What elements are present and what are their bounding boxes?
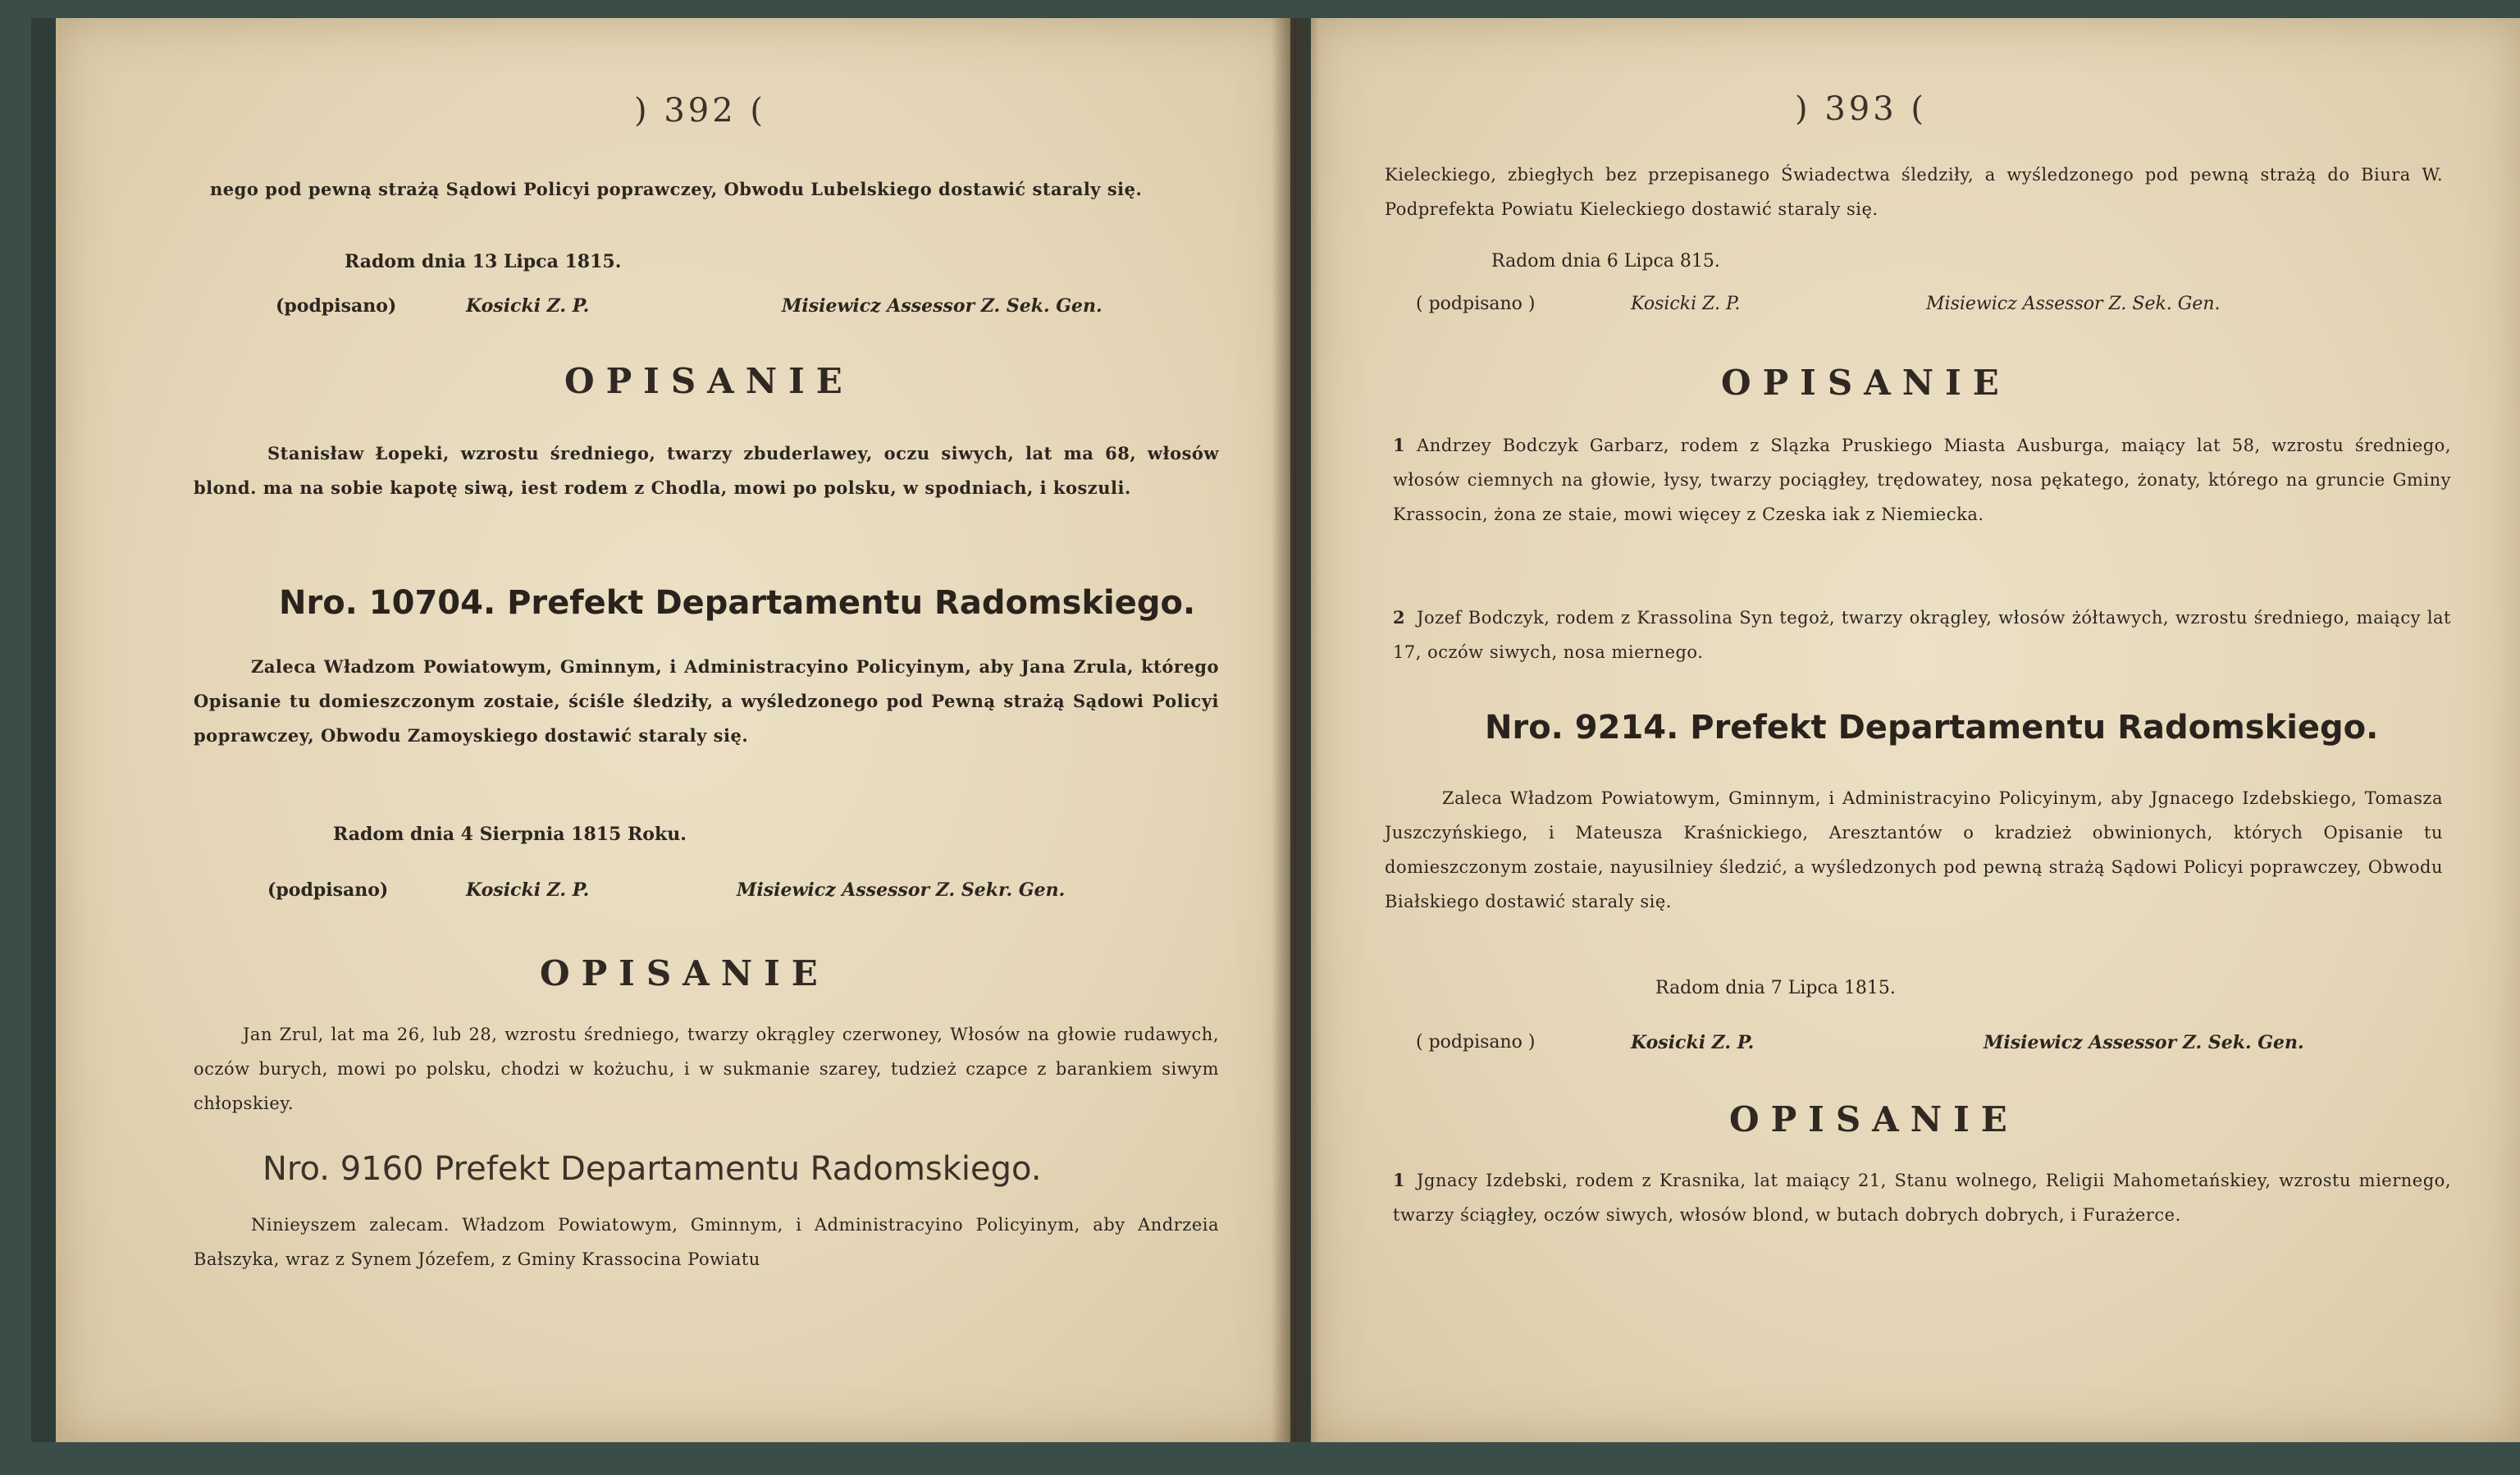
book-gutter [1271,18,1319,1442]
right-page [1311,18,2520,1442]
signature-label: (podpisano) [267,879,389,901]
signature-assessor: Misiewicz Assessor Z. Sek. Gen. [1926,294,2221,314]
person-number: 1 [1393,435,1406,455]
person-text: Jozef Bodczyk, rodem z Krassolina Syn tegoż, twarzy okrągley, włosów żółtawych, wzrostu średniego, maiący lat 17, oczów siwych, nosa miernego. [1393,608,2451,662]
opening-text: Kieleckiego, zbiegłych bez przepisanego Świadectwa śledziły, a wyśledzonego pod pewną strażą do Biura W. Podprefekta Powiatu Kieleckiego dostawić staraly się. [1385,165,2443,219]
person-text: Jgnacy Izdebski, rodem z Krasnika, lat maiący 21, Stanu wolnego, Religii Mahometańskiey, wzrostu miernego, twarzy ściągłey, oczów siwych, włosów blond, w butach dobrych dobrych, i Furażerce. [1393,1171,2451,1225]
signature-label: (podpisano) [276,295,397,317]
notice-text: Zaleca Władzom Powiatowym, Gminnym, i Administracyino Policyinym, aby Jana Zrula, którego Opisanie tu domieszczonym zostaie, ściśle śledziły, a wyśledzonego pod Pewną strażą Sądowi Policyi poprawczey, Obwodu Zamoyskiego dostawić staraly się. [194,656,1219,746]
signature-label: ( podpisano ) [1416,1032,1536,1053]
left-page [56,18,1290,1442]
notice-text: Ninieyszem zalecam. Władzom Powiatowym, Gminnym, i Administracyino Policyinym, aby Andrzeia Bałszyka, wraz z Synem Józefem, z Gminy Krassocina Powiatu [194,1215,1219,1269]
notice-text: Zaleca Władzom Powiatowym, Gminnym, i Administracyino Policyinym, aby Jgnacego Izdebskiego, Tomasza Juszczyńskiego, i Mateusza Kraśnickiego, Aresztantów o kradzież obwinionych, których Opisanie tu domieszczonym zostaie, nayusilniey śledzić, a wyśledzonych pod pewną strażą Sądowi Policyi poprawczey, Obwodu Białskiego dostawić staraly się. [1385,788,2443,911]
notice-title: Nro. 9160 Prefekt Departamentu Radomskiego. [262,1150,1042,1188]
signature-assessor: Misiewicz Assessor Z. Sek. Gen. [1984,1032,2304,1053]
person-number: 1 [1393,1170,1406,1190]
date-line: Radom dnia 4 Sierpnia 1815 Roku. [333,824,687,845]
date-line: Radom dnia 7 Lipca 1815. [1655,978,1896,998]
signature-name: Kosicki Z. P. [466,879,590,901]
signature-assessor: Misiewicz Assessor Z. Sekr. Gen. [737,879,1066,901]
notice-title: Nro. 10704. Prefekt Departamentu Radomskiego. [279,584,1196,622]
signature-label: ( podpisano ) [1416,294,1536,314]
signature-assessor: Misiewicz Assessor Z. Sek. Gen. [782,295,1102,317]
page-number: ) 393 ( [1795,90,1927,128]
signature-name: Kosicki Z. P. [466,295,590,317]
person-entry [1393,428,2451,532]
person-text: Andrzey Bodczyk Garbarz, rodem z Slązka Pruskiego Miasta Ausburga, maiący lat 58, wzrostu średniego, włosów ciemnych na głowie, łysy, twarzy pociągłey, trędowatey, nosa pękatego, żonaty, którego na gruncie Gminy Krassocin, żona ze staie, mowi więcey z Czeska iak z Niemiecka. [1393,436,2451,524]
description-text: Jan Zrul, lat ma 26, lub 28, wzrostu średniego, twarzy okrągley czerwoney, Włosów na głowie rudawych, oczów burych, mowi po polsku, chodzi w kożuchu, i w sukmanie szarey, tudzież czapce z barankiem siwym chłopskiey. [194,1025,1219,1113]
notice-title: Nro. 9214. Prefekt Departamentu Radomskiego. [1485,709,2379,747]
section-heading: OPISANIE [1729,1099,2019,1139]
book-spread [31,18,2489,1442]
date-line: Radom dnia 6 Lipca 815. [1491,251,1720,272]
person-entry [1393,601,2451,669]
person-number: 2 [1393,607,1406,628]
person-entry [1393,1163,2451,1232]
page-number: ) 392 ( [634,92,766,130]
section-heading: OPISANIE [1721,363,2011,403]
opening-text: nego pod pewną strażą Sądowi Policyi poprawczey, Obwodu Lubelskiego dostawić staraly się. [210,179,1143,199]
date-line: Radom dnia 13 Lipca 1815. [345,251,622,272]
signature-name: Kosicki Z. P. [1631,1032,1755,1053]
section-heading: OPISANIE [564,361,854,401]
signature-name: Kosicki Z. P. [1631,294,1741,314]
description-text: Stanisław Łopeki, wzrostu średniego, twarzy zbuderlawey, oczu siwych, lat ma 68, włosów blond. ma na sobie kapotę siwą, iest rodem z Chodla, mowi po polsku, w spodniach, i koszuli. [194,443,1219,498]
section-heading: OPISANIE [540,953,829,993]
